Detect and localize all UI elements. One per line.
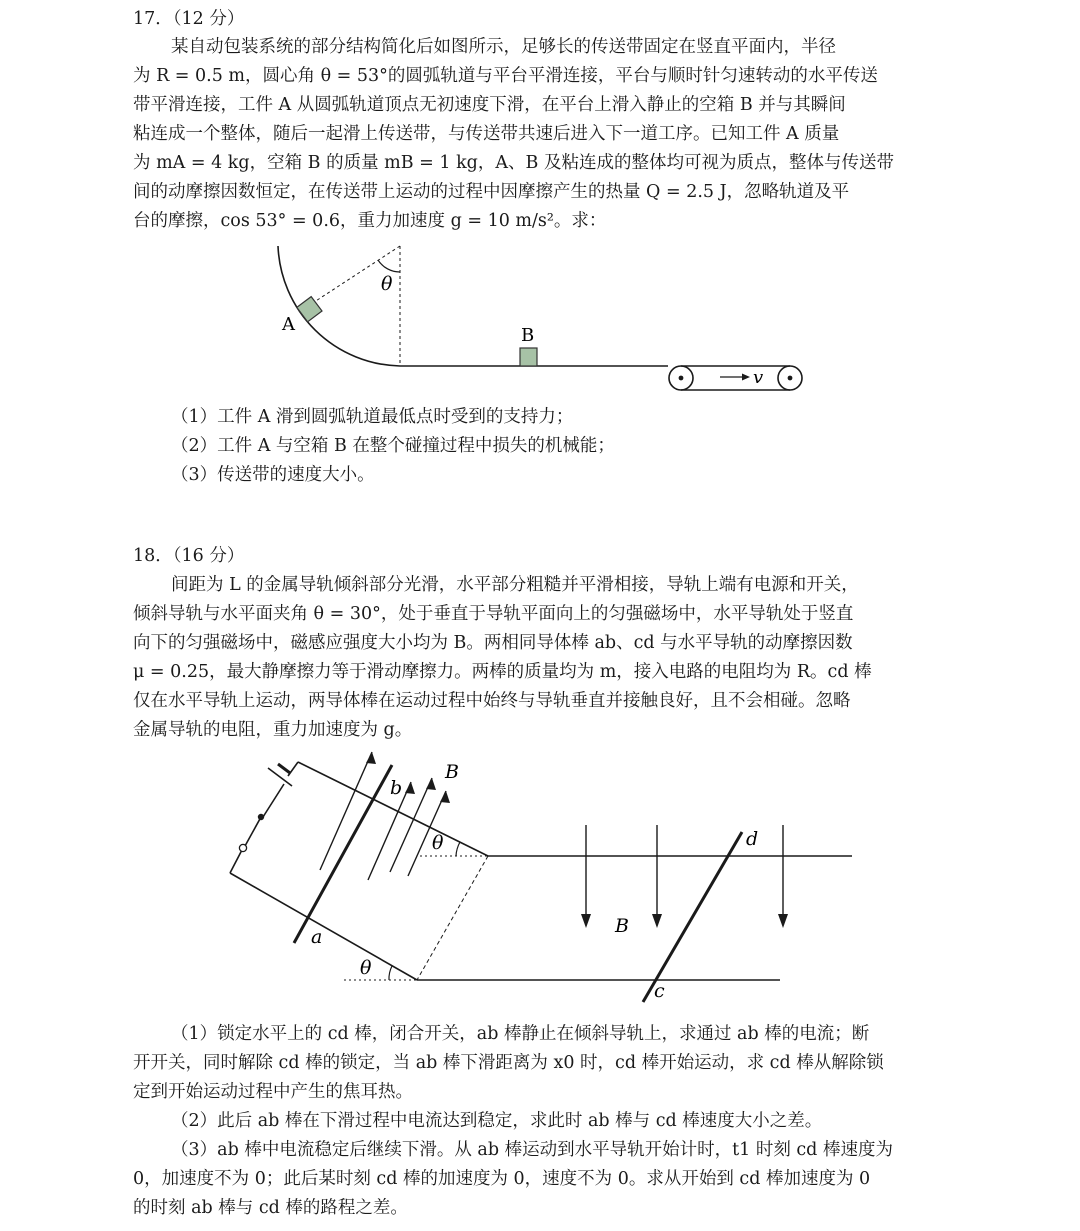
label-c: c [654,980,665,1002]
label-A: A [282,314,295,335]
q18-sub-2: （2）此后 ab 棒在下滑过程中电流达到稳定，求此时 ab 棒与 cd 棒速度大小之差。 [171,1111,823,1131]
theta-arc-lower [389,966,392,980]
q17-line-4: 粘连成一个整体，随后一起滑上传送带，与传送带共速后进入下一道工序。已知工件 A 质量 [133,124,840,144]
b-field-line-3 [390,778,432,872]
q18-line-3: 向下的匀强磁场中，磁感应强度大小均为 B。两相同导体棒 ab、cd 与水平导轨的动摩擦因数 [133,633,853,653]
theta-arc [378,260,400,272]
wire-top [288,762,298,776]
label-B-incline: B [445,761,459,783]
q17-line-6: 间的动摩擦因数恒定，在传送带上运动的过程中因摩擦产生的热量 Q = 2.5 J，忽略轨道及平 [133,182,850,202]
label-v: v [753,367,764,388]
label-theta-upper: θ [432,832,444,854]
q18-line-6: 金属导轨的电阻，重力加速度为 g。 [133,720,413,740]
theta-arc-upper [456,842,460,856]
theta-label: θ [381,273,393,295]
block-A [297,297,322,322]
battery-long-plate [268,768,292,786]
q18-line-1: 间距为 L 的金属导轨倾斜部分光滑，水平部分粗糙并平滑相接，导轨上端有电源和开关， [171,575,859,595]
q18-sub-3b: 0，加速度不为 0；此后某时刻 cd 棒的加速度为 0，速度不为 0。求从开始到 cd 棒加速度为 0 [133,1169,871,1189]
label-d: d [746,828,759,850]
b-field-line-1 [320,752,372,870]
block-B [520,348,537,366]
battery-short-plate [278,764,290,773]
label-a: a [311,926,323,948]
q18-sub-3a: （3）ab 棒中电流稳定后继续下滑。从 ab 棒运动到水平导轨开始计时，t1 时刻 cd 棒速度为 [171,1140,893,1160]
rod-cd [643,832,742,1002]
q17-line-3: 带平滑连接，工件 A 从圆弧轨道顶点无初速度下滑，在平台上滑入静止的空箱 B 并与其瞬间 [133,95,846,115]
wire-bottom [230,848,243,873]
incline-lower-rail [230,873,417,980]
right-pulley [778,366,802,390]
q17-line-1: 某自动包装系统的部分结构简化后如图所示，足够长的传送带固定在竖直平面内，半径 [171,37,836,57]
arc-track [278,246,400,366]
label-B-horizontal: B [615,915,629,937]
q17-header: 17．（12 分） [133,9,245,29]
switch-blade [245,817,261,846]
q18-sub-1b: 开开关，同时解除 cd 棒的锁定，当 ab 棒下滑距离为 x0 时，cd 棒开始运动，求 cd 棒从解除锁 [133,1053,884,1073]
q18-sub-3c: 的时刻 ab 棒与 cd 棒的路程之差。 [133,1198,408,1218]
q18-line-5: 仅在水平导轨上运动，两导体棒在运动过程中始终与导轨垂直并接触良好，且不会相碰。忽略 [133,691,851,711]
q18-sub-1c: 定到开始运动过程中产生的焦耳热。 [133,1082,413,1102]
b-field-line-2 [368,782,411,880]
label-theta-lower: θ [360,957,372,979]
q17-sub-1: （1）工件 A 滑到圆弧轨道最低点时受到的支持力； [171,407,574,427]
q18-sub-1a: （1）锁定水平上的 cd 棒，闭合开关，ab 棒静止在倾斜导轨上，求通过 ab 棒的电流；断 [171,1024,870,1044]
label-b: b [390,777,403,799]
q17-sub-3: （3）传送带的速度大小。 [171,465,375,485]
switch-terminal-top [258,814,264,820]
incline-upper-rail [298,762,488,856]
b-field-line-4 [408,791,446,876]
left-pulley [669,366,693,390]
rod-ab [294,765,392,943]
q18-line-4: μ = 0.25，最大静摩擦力等于滑动摩擦力。两棒的质量均为 m，接入电路的电阻均为 R。cd 棒 [133,662,872,682]
wire-to-switch [263,784,284,817]
radius-to-A [302,246,400,310]
q17-line-7: 台的摩擦，cos 53° = 0.6，重力加速度 g = 10 m/s²。求： [133,211,607,231]
q18-line-2: 倾斜导轨与水平面夹角 θ = 30°，处于垂直于导轨平面向上的匀强磁场中，水平导轨处于竖直 [133,604,854,624]
q17-line-2: 为 R = 0.5 m，圆心角 θ = 53°的圆弧轨道与平台平滑连接，平台与顺时针匀速转动的水平传送 [133,66,878,86]
label-B: B [521,325,535,346]
q17-line-5: 为 mA = 4 kg，空箱 B 的质量 mB = 1 kg，A、B 及粘连成的整体均可视为质点，整体与传送带 [133,153,894,173]
q17-sub-2: （2）工件 A 与空箱 B 在整个碰撞过程中损失的机械能； [171,436,615,456]
q18-header: 18．（16 分） [133,546,245,566]
switch-terminal-bottom [239,844,246,851]
junction-dashed [417,856,488,980]
